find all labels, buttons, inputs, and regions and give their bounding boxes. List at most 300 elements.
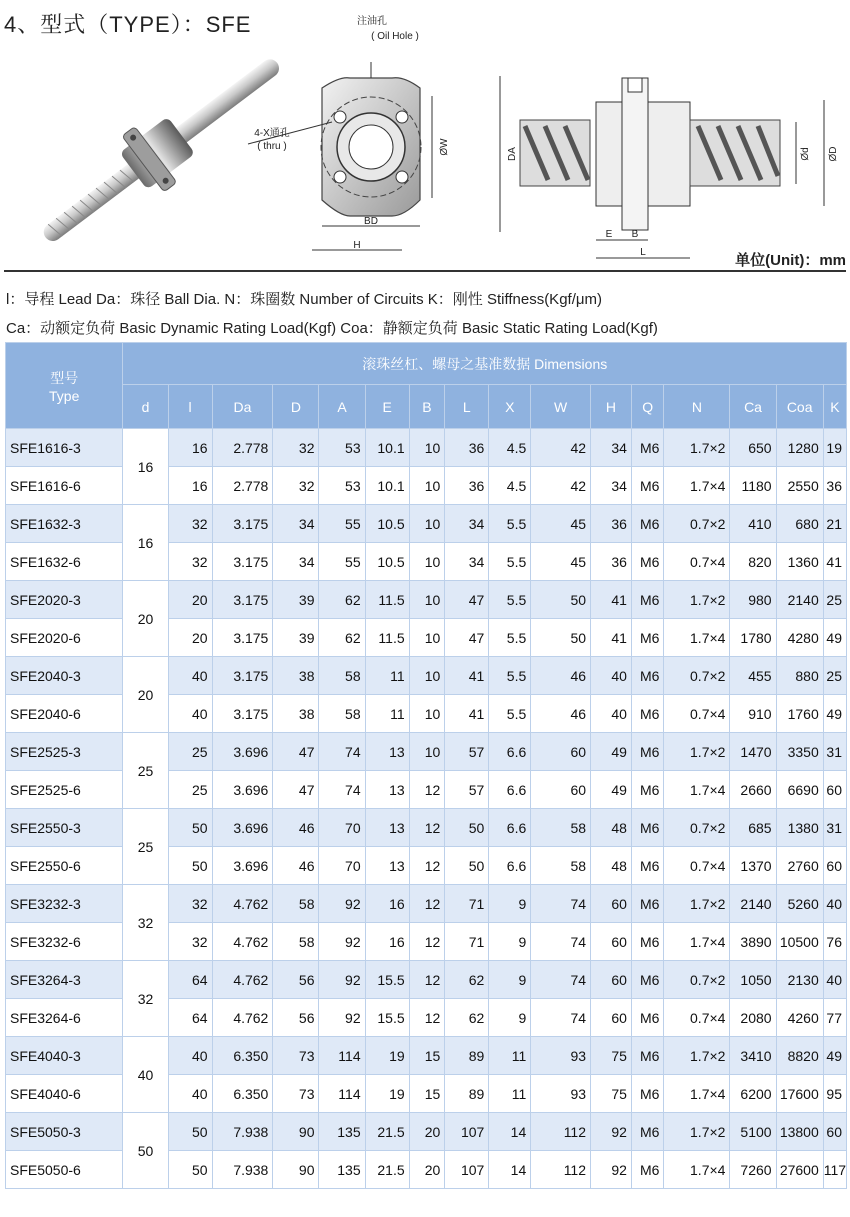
- cell-value: M6: [631, 771, 664, 809]
- cell-value: 135: [319, 1151, 365, 1189]
- cell-value: 1.7×2: [664, 733, 730, 771]
- cell-value: 77: [823, 999, 846, 1037]
- cell-value: 34: [445, 505, 489, 543]
- side-view-drawing: [500, 76, 839, 258]
- cell-value: 685: [730, 809, 776, 847]
- cell-d: 16: [123, 505, 168, 581]
- cell-value: 107: [445, 1113, 489, 1151]
- column-header: K: [823, 385, 846, 429]
- cell-value: 9: [489, 999, 531, 1037]
- cell-value: 13: [365, 733, 409, 771]
- legend-line-1: l：导程 Lead Da：珠径 Ball Dia. N：珠圈数 Number of Circuits K：刚性 Stiffness(Kgf/μm): [6, 291, 603, 308]
- cell-value: 93: [531, 1075, 591, 1113]
- oil-hole-label-en: ( Oil Hole ): [371, 31, 419, 42]
- cell-value: 71: [445, 923, 489, 961]
- cell-value: 1.7×2: [664, 885, 730, 923]
- cell-value: M6: [631, 1037, 664, 1075]
- cell-value: 34: [591, 429, 632, 467]
- cell-value: 58: [319, 657, 365, 695]
- cell-value: 2080: [730, 999, 776, 1037]
- dim-da-label: DA: [507, 147, 518, 161]
- cell-value: 49: [823, 619, 846, 657]
- cell-value: 42: [531, 429, 591, 467]
- dim-h-label: H: [353, 240, 361, 251]
- cell-value: 40: [823, 885, 846, 923]
- dim-l-label: L: [640, 247, 646, 258]
- cell-value: 32: [168, 505, 212, 543]
- cell-value: 34: [591, 467, 632, 505]
- cell-value: M6: [631, 999, 664, 1037]
- cell-value: 12: [409, 771, 445, 809]
- cell-value: 1.7×4: [664, 1151, 730, 1189]
- cell-value: 1470: [730, 733, 776, 771]
- dimensions-header: 滚珠丝杠、螺母之基准数据 Dimensions: [123, 343, 847, 385]
- cell-value: 40: [823, 961, 846, 999]
- cell-value: 7.938: [212, 1151, 273, 1189]
- cell-value: 16: [168, 429, 212, 467]
- cell-value: 32: [168, 923, 212, 961]
- table-row: [6, 733, 847, 771]
- cell-value: 12: [409, 809, 445, 847]
- cell-value: 5.5: [489, 619, 531, 657]
- dim-d-label: Ød: [800, 147, 811, 161]
- cell-value: 117: [823, 1151, 846, 1189]
- cell-value: 47: [273, 733, 319, 771]
- cell-value: 50: [168, 1113, 212, 1151]
- cell-value: 4260: [776, 999, 823, 1037]
- cell-d: 16: [123, 429, 168, 505]
- column-header: B: [409, 385, 445, 429]
- cell-type: SFE3264-6: [6, 999, 123, 1037]
- cell-value: 47: [445, 619, 489, 657]
- cell-value: 16: [365, 885, 409, 923]
- cell-value: 14: [489, 1151, 531, 1189]
- front-view-drawing: [248, 14, 450, 251]
- legend-line-2: Ca：动额定负荷 Basic Dynamic Rating Load(Kgf) Coa：静额定负荷 Basic Static Rating Load(Kgf): [6, 320, 658, 337]
- cell-value: 650: [730, 429, 776, 467]
- cell-value: 39: [273, 619, 319, 657]
- cell-value: M6: [631, 809, 664, 847]
- cell-value: 45: [531, 543, 591, 581]
- cell-type: SFE1632-3: [6, 505, 123, 543]
- cell-value: 9: [489, 961, 531, 999]
- cell-value: 25: [823, 657, 846, 695]
- cell-d: 25: [123, 733, 168, 809]
- cell-value: 74: [531, 885, 591, 923]
- cell-value: 11.5: [365, 619, 409, 657]
- cell-value: 92: [591, 1151, 632, 1189]
- cell-value: 112: [531, 1113, 591, 1151]
- cell-type: SFE5050-3: [6, 1113, 123, 1151]
- cell-value: 16: [168, 467, 212, 505]
- cell-value: 56: [273, 961, 319, 999]
- cell-value: 15.5: [365, 999, 409, 1037]
- cell-d: 50: [123, 1113, 168, 1189]
- table-row: [6, 885, 847, 923]
- cell-value: 60: [531, 771, 591, 809]
- cell-value: 10500: [776, 923, 823, 961]
- cell-value: 40: [168, 695, 212, 733]
- cell-value: 0.7×4: [664, 847, 730, 885]
- table-row: [6, 505, 847, 543]
- section-title: 4、型式（TYPE）：SFE: [4, 12, 252, 37]
- cell-value: 49: [591, 771, 632, 809]
- cell-value: 58: [273, 923, 319, 961]
- cell-value: 48: [591, 809, 632, 847]
- cell-value: 36: [823, 467, 846, 505]
- cell-value: 2.778: [212, 467, 273, 505]
- cell-value: 41: [445, 657, 489, 695]
- column-header: Da: [212, 385, 273, 429]
- cell-type: SFE2020-6: [6, 619, 123, 657]
- cell-value: 40: [591, 657, 632, 695]
- cell-value: M6: [631, 1151, 664, 1189]
- cell-d: 40: [123, 1037, 168, 1113]
- cell-value: 34: [273, 543, 319, 581]
- cell-value: 1.7×4: [664, 771, 730, 809]
- cell-value: 1370: [730, 847, 776, 885]
- cell-value: 47: [273, 771, 319, 809]
- cell-value: 13: [365, 809, 409, 847]
- cell-value: 1780: [730, 619, 776, 657]
- cell-type: SFE2020-3: [6, 581, 123, 619]
- cell-value: 60: [823, 771, 846, 809]
- dim-e-label: E: [605, 229, 613, 240]
- cell-value: 0.7×2: [664, 961, 730, 999]
- cell-value: 3.696: [212, 771, 273, 809]
- cell-value: 95: [823, 1075, 846, 1113]
- mounting-hole-label-en: ( thru ): [257, 141, 287, 152]
- cell-value: 8820: [776, 1037, 823, 1075]
- table-row: [6, 961, 847, 999]
- cell-value: 3.175: [212, 543, 273, 581]
- cell-value: 12: [409, 961, 445, 999]
- cell-value: 92: [319, 961, 365, 999]
- cell-value: 27600: [776, 1151, 823, 1189]
- cell-value: 10: [409, 429, 445, 467]
- cell-value: 3.696: [212, 847, 273, 885]
- cell-value: 58: [531, 847, 591, 885]
- cell-value: 60: [823, 1113, 846, 1151]
- cell-value: 32: [273, 467, 319, 505]
- cell-value: 15: [409, 1037, 445, 1075]
- cell-value: 46: [531, 657, 591, 695]
- cell-value: 1.7×4: [664, 1075, 730, 1113]
- cell-value: 40: [168, 1075, 212, 1113]
- cell-value: 4.762: [212, 885, 273, 923]
- cell-value: 46: [273, 809, 319, 847]
- cell-value: 32: [273, 429, 319, 467]
- cell-type: SFE3232-3: [6, 885, 123, 923]
- cell-type: SFE4040-6: [6, 1075, 123, 1113]
- cell-value: 74: [531, 999, 591, 1037]
- dimensions-table: [5, 342, 847, 1189]
- cell-value: 46: [531, 695, 591, 733]
- cell-value: 74: [531, 961, 591, 999]
- cell-value: 41: [445, 695, 489, 733]
- cell-value: 10: [409, 505, 445, 543]
- cell-d: 20: [123, 657, 168, 733]
- cell-value: 19: [365, 1037, 409, 1075]
- cell-value: 38: [273, 695, 319, 733]
- cell-value: 10.5: [365, 505, 409, 543]
- cell-value: 50: [168, 847, 212, 885]
- cell-value: 1.7×2: [664, 1113, 730, 1151]
- cell-value: 20: [168, 581, 212, 619]
- cell-type: SFE5050-6: [6, 1151, 123, 1189]
- cell-value: 4.762: [212, 999, 273, 1037]
- cell-value: 2140: [730, 885, 776, 923]
- cell-value: 4.5: [489, 429, 531, 467]
- cell-value: 73: [273, 1075, 319, 1113]
- cell-value: 7260: [730, 1151, 776, 1189]
- cell-value: 19: [365, 1075, 409, 1113]
- cell-value: 6200: [730, 1075, 776, 1113]
- cell-value: M6: [631, 961, 664, 999]
- cell-value: 49: [823, 1037, 846, 1075]
- cell-value: 20: [168, 619, 212, 657]
- cell-value: 50: [531, 581, 591, 619]
- cell-value: M6: [631, 619, 664, 657]
- cell-value: 50: [445, 809, 489, 847]
- cell-value: 5.5: [489, 505, 531, 543]
- cell-value: 40: [168, 1037, 212, 1075]
- dim-od-label: ØD: [828, 146, 839, 162]
- cell-value: 7.938: [212, 1113, 273, 1151]
- cell-value: 9: [489, 885, 531, 923]
- cell-value: 48: [591, 847, 632, 885]
- cell-value: 71: [445, 885, 489, 923]
- cell-value: 92: [319, 885, 365, 923]
- cell-value: 60: [823, 847, 846, 885]
- cell-type: SFE2550-6: [6, 847, 123, 885]
- cell-d: 32: [123, 885, 168, 961]
- column-header: H: [591, 385, 632, 429]
- cell-value: 11: [489, 1075, 531, 1113]
- table-body: [6, 429, 847, 1189]
- cell-type: SFE2040-3: [6, 657, 123, 695]
- cell-value: M6: [631, 1113, 664, 1151]
- cell-value: 42: [531, 467, 591, 505]
- cell-value: 820: [730, 543, 776, 581]
- cell-value: 21: [823, 505, 846, 543]
- cell-value: 47: [445, 581, 489, 619]
- cell-value: 36: [591, 543, 632, 581]
- cell-value: M6: [631, 505, 664, 543]
- cell-value: 41: [591, 619, 632, 657]
- cell-value: 40: [591, 695, 632, 733]
- cell-value: 50: [168, 809, 212, 847]
- cell-value: 2140: [776, 581, 823, 619]
- cell-value: 1.7×2: [664, 581, 730, 619]
- cell-value: 5260: [776, 885, 823, 923]
- cell-value: 36: [591, 505, 632, 543]
- cell-value: 6690: [776, 771, 823, 809]
- cell-value: 16: [365, 923, 409, 961]
- cell-value: 41: [591, 581, 632, 619]
- cell-value: 1.7×2: [664, 1037, 730, 1075]
- cell-value: 34: [273, 505, 319, 543]
- cell-value: M6: [631, 885, 664, 923]
- cell-value: 60: [531, 733, 591, 771]
- cell-value: 17600: [776, 1075, 823, 1113]
- cell-value: 19: [823, 429, 846, 467]
- column-header: d: [123, 385, 168, 429]
- cell-value: 49: [823, 695, 846, 733]
- cell-value: 4.762: [212, 923, 273, 961]
- cell-value: 11.5: [365, 581, 409, 619]
- cell-value: 50: [168, 1151, 212, 1189]
- dim-b-label: B: [631, 229, 639, 240]
- cell-value: 92: [591, 1113, 632, 1151]
- cell-value: 135: [319, 1113, 365, 1151]
- cell-value: 31: [823, 809, 846, 847]
- cell-value: 15.5: [365, 961, 409, 999]
- cell-value: 10: [409, 619, 445, 657]
- cell-value: 60: [591, 961, 632, 999]
- cell-value: 60: [591, 885, 632, 923]
- oil-hole-label-cn: 注油孔: [357, 16, 387, 27]
- cell-value: 1.7×4: [664, 619, 730, 657]
- cell-value: 12: [409, 999, 445, 1037]
- cell-type: SFE2550-3: [6, 809, 123, 847]
- divider: [4, 270, 846, 272]
- type-header-en: Type: [49, 387, 80, 404]
- table-row: [6, 1113, 847, 1151]
- cell-value: 25: [823, 581, 846, 619]
- dim-w-label: ØW: [439, 138, 450, 156]
- cell-value: 62: [319, 619, 365, 657]
- cell-value: 6.6: [489, 847, 531, 885]
- cell-value: 0.7×4: [664, 543, 730, 581]
- cell-type: SFE2525-3: [6, 733, 123, 771]
- dim-bd-label: BD: [364, 216, 378, 227]
- cell-value: M6: [631, 657, 664, 695]
- column-header: A: [319, 385, 365, 429]
- cell-value: 39: [273, 581, 319, 619]
- cell-value: 10.1: [365, 429, 409, 467]
- cell-value: 2550: [776, 467, 823, 505]
- cell-value: 21.5: [365, 1151, 409, 1189]
- cell-value: 45: [531, 505, 591, 543]
- cell-value: 58: [319, 695, 365, 733]
- cell-value: 50: [531, 619, 591, 657]
- mounting-hole-label-cn: 4-X通孔: [254, 128, 290, 139]
- cell-value: 880: [776, 657, 823, 695]
- cell-value: 64: [168, 961, 212, 999]
- cell-value: 0.7×4: [664, 695, 730, 733]
- cell-value: 5.5: [489, 581, 531, 619]
- column-header: Coa: [776, 385, 823, 429]
- cell-value: 680: [776, 505, 823, 543]
- cell-value: 6.6: [489, 733, 531, 771]
- cell-value: 1.7×4: [664, 923, 730, 961]
- column-header: W: [531, 385, 591, 429]
- column-header: E: [365, 385, 409, 429]
- cell-value: 3.175: [212, 695, 273, 733]
- cell-value: 25: [168, 771, 212, 809]
- cell-value: 92: [319, 923, 365, 961]
- cell-value: 1180: [730, 467, 776, 505]
- cell-type: SFE2525-6: [6, 771, 123, 809]
- cell-value: 64: [168, 999, 212, 1037]
- column-header: Q: [631, 385, 664, 429]
- cell-value: 980: [730, 581, 776, 619]
- column-header: N: [664, 385, 730, 429]
- type-header-cn: 型号: [50, 369, 79, 386]
- cell-value: M6: [631, 733, 664, 771]
- table-row: [6, 809, 847, 847]
- cell-type: SFE3232-6: [6, 923, 123, 961]
- cell-value: 3.696: [212, 809, 273, 847]
- cell-value: 41: [823, 543, 846, 581]
- cell-value: M6: [631, 1075, 664, 1113]
- cell-value: 1380: [776, 809, 823, 847]
- cell-value: 4280: [776, 619, 823, 657]
- column-header: Ca: [730, 385, 776, 429]
- cell-value: 5.5: [489, 695, 531, 733]
- column-header: L: [445, 385, 489, 429]
- cell-value: 56: [273, 999, 319, 1037]
- cell-value: 114: [319, 1037, 365, 1075]
- cell-value: 90: [273, 1151, 319, 1189]
- cell-value: 50: [445, 847, 489, 885]
- cell-value: 20: [409, 1151, 445, 1189]
- cell-value: 10: [409, 543, 445, 581]
- column-header: D: [273, 385, 319, 429]
- cell-value: 55: [319, 543, 365, 581]
- cell-value: 93: [531, 1037, 591, 1075]
- cell-value: 1050: [730, 961, 776, 999]
- type-header: [6, 343, 123, 429]
- cell-value: 13: [365, 847, 409, 885]
- cell-value: 60: [591, 923, 632, 961]
- cell-type: SFE1616-3: [6, 429, 123, 467]
- cell-value: 3.696: [212, 733, 273, 771]
- table-row: [6, 657, 847, 695]
- table-row: [6, 429, 847, 467]
- cell-value: 3890: [730, 923, 776, 961]
- cell-value: 11: [365, 695, 409, 733]
- cell-value: 32: [168, 543, 212, 581]
- cell-value: 75: [591, 1037, 632, 1075]
- cell-value: 10: [409, 467, 445, 505]
- cell-value: 2.778: [212, 429, 273, 467]
- cell-value: 0.7×4: [664, 999, 730, 1037]
- cell-value: 11: [365, 657, 409, 695]
- cell-value: 13: [365, 771, 409, 809]
- cell-d: 25: [123, 809, 168, 885]
- cell-value: M6: [631, 695, 664, 733]
- cell-value: 5.5: [489, 657, 531, 695]
- cell-value: 15: [409, 1075, 445, 1113]
- cell-value: 6.6: [489, 771, 531, 809]
- cell-value: 74: [319, 771, 365, 809]
- cell-value: M6: [631, 923, 664, 961]
- cell-value: 49: [591, 733, 632, 771]
- cell-value: 13800: [776, 1113, 823, 1151]
- column-header-row: [6, 385, 847, 429]
- cell-type: SFE1616-6: [6, 467, 123, 505]
- cell-value: 70: [319, 809, 365, 847]
- cell-value: M6: [631, 543, 664, 581]
- cell-value: 6.350: [212, 1075, 273, 1113]
- cell-value: 62: [445, 961, 489, 999]
- cell-value: 6.350: [212, 1037, 273, 1075]
- cell-value: 89: [445, 1037, 489, 1075]
- cell-value: 1760: [776, 695, 823, 733]
- cell-value: 55: [319, 505, 365, 543]
